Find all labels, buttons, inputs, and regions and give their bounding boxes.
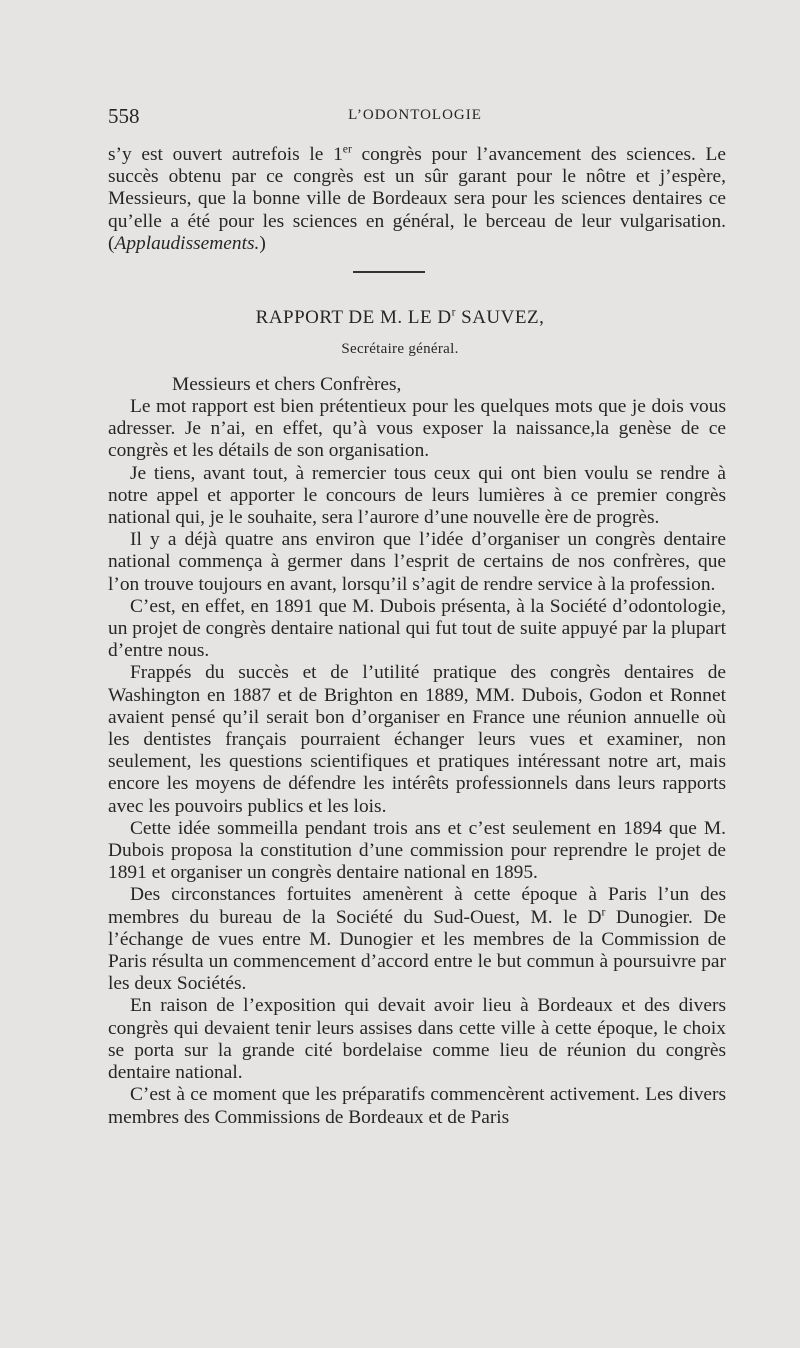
body-paragraph: Des circonstances fortuites amenèrent à cette époque à Paris l’un des membres du bureau de la Société du Sud-Ouest, M. le $D^r$ Dunogier. De l’échange de vues entre M. Dunogier et les membres de la Commission de Paris résulta un commencement d’accord entre le but commun à poursuivre par les deux Sociétés.: [108, 884, 726, 995]
running-head: L’ODONTOLOGIE: [348, 107, 482, 123]
body-paragraph: C’est, en effet, en 1891 que M. Dubois présenta, à la Société d’odontologie, un projet de congrès dentaire national qui fut tout de suite appuyé par la plupart d’entre nous.: [108, 595, 726, 662]
section-title: RAPPORT DE M. LE $D^r$ SAUVEZ,: [255, 306, 545, 328]
body-paragraph: Frappés du succès et de l’utilité pratique des congrès dentaires de Washington en 1887 et de Brighton en 1889, MM. Dubois, Godon et Ronnet avaient pensé qu’il serait bon d’organiser en France une réunion annuelle où les dentistes français pourraient échanger leurs vues et examiner, non seulement, les questions scientifiques et pratiques intéressant notre art, mais encore les moyens de défendre les intérêts professionnels dans leurs rapports avec les pouvoirs publics et les lois.: [108, 662, 726, 817]
page-number: 558: [108, 104, 140, 128]
body-paragraph: Cette idée sommeilla pendant trois ans et c’est seulement en 1894 que M. Dubois proposa la constitution d’une commission pour reprendre le projet de 1891 et organiser un congrès dentaire national en 1895.: [108, 817, 726, 884]
body-paragraph: En raison de l’exposition qui devait avoir lieu à Bordeaux et des divers congrès qui devaient tenir leurs assises dans cette ville à cette époque, le choix se porta sur la grande cité bordelaise comme lieu de réunion du congrès dentaire national.: [108, 995, 726, 1084]
page-header: [108, 104, 722, 130]
section-subtitle: Secrétaire général.: [341, 341, 459, 357]
opening-paragraph: s’y est ouvert autrefois le 1er congrès pour l’avancement des sciences. Le succès obtenu par ce congrès est un sûr garant pour le nôtre et j’espère, Messieurs, que la bonne ville de Bordeaux sera pour les sciences dentaires ce qu’elle a été pour les sciences en général, le berceau de leur vulgarisation. (Applaudissements.): [108, 142, 726, 254]
body-paragraph: Le mot rapport est bien prétentieux pour les quelques mots que je dois vous adresser. Je n’ai, en effet, qu’à vous exposer la naissance,la genèse de ce congrès et les détails de son organisation.: [108, 396, 726, 462]
body-paragraph: Il y a déjà quatre ans environ que l’idée d’organiser un congrès dentaire national commença à germer dans l’esprit de certains de nos confrères, que l’on trouve toujours en avant, lorsqu’il s’agit de rendre service à la profession.: [108, 529, 726, 595]
salutation: Messieurs et chers Confrères,: [172, 374, 402, 395]
section-divider: [353, 271, 425, 273]
applause-note: Applaudissements.: [114, 232, 260, 254]
body-paragraph: Je tiens, avant tout, à remercier tous ceux qui ont bien voulu se rendre à notre appel et apporter le concours de leurs lumières à ce premier congrès national qui, je le souhaite, sera l’aurore d’une nouvelle ère de progrès.: [108, 462, 726, 529]
body-paragraph: C’est à ce moment que les préparatifs commencèrent activement. Les divers membres des Commissions de Bordeaux et de Paris: [108, 1084, 726, 1128]
report-body: [108, 396, 726, 1129]
opening-paragraph-block: [108, 144, 726, 255]
